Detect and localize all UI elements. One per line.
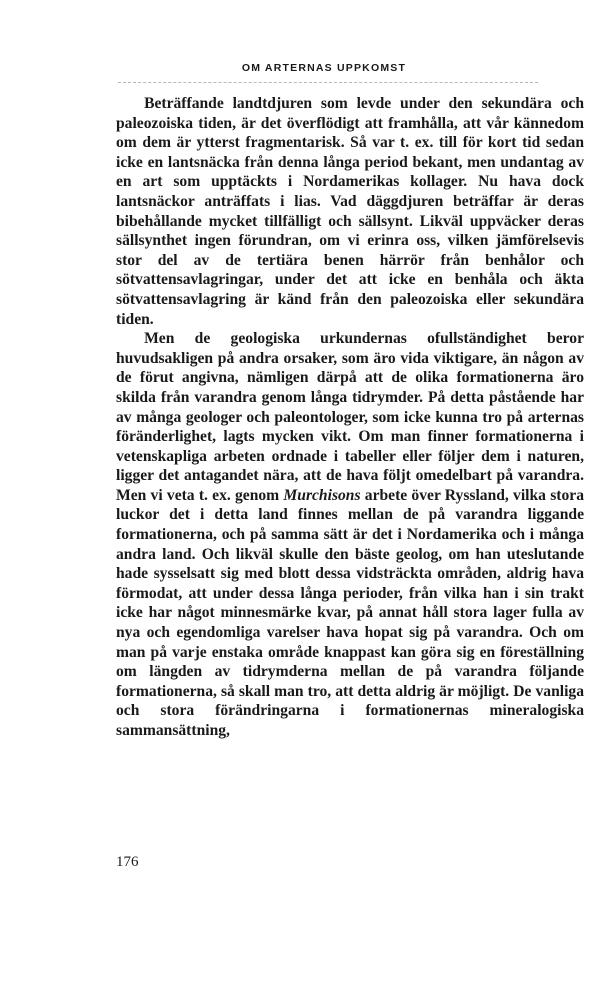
paragraph-1 — [116, 94, 584, 329]
paragraph-2 — [116, 329, 584, 740]
author-name-emphasis: Murchisons — [283, 486, 361, 504]
paragraph-1-text: Beträffande landtdjuren som levde under den sekundära och paleozoiska tiden, är det överflödigt att framhålla, att vår kännedom om dem är ytterst fragmentarisk. Så var t. ex. till för kort tid sedan icke en lantsnäcka från denna långa period bekant, men undantag av en art som upptäckts i Nordamerikas kollager. Nu hava dock lantsnäckor anträffats i lias. Vad däggdjuren beträffar är deras bibehållande mycket tillfälligt och sällsynt. Likväl uppväcker deras sällsynthet ingen förundran, om vi erinra oss, vilken jämförelsevis stor del av de tertiära benen härrör från benhålor och sötvattensavlagringar, under det att icke en benhåla och äkta sötvattensavlagring är känd från den paleozoiska eller sekundära tiden. — [116, 95, 584, 328]
header-rule — [118, 82, 538, 83]
running-head: OM ARTERNAS UPPKOMST — [241, 62, 407, 74]
body-text — [116, 94, 584, 741]
paragraph-2-text-end: arbete över Ryssland, vilka stora luckor det i detta land finnes mellan de på varandra liggande formationerna, och på samma sätt är det i Nordamerika och i många andra land. Och likväl skulle den bäste geolog, om han uteslutande hade sysselsatt sig med blott dessa vidsträckta områden, aldrig hava förmodat, att under dessa långa perioder, från vilka han i sin trakt icke har något minnesmärke kvar, på annat håll stora lager fulla av nya och egendomliga varelser hava hopat sig på varandra. Och om man på varje enstaka område knappast kan göra sig en föreställning om längden av tidrymderna mellan de på varandra följande formationerna, så skall man tro, att detta aldrig är möjligt. De vanliga och stora förändringarna i formationernas mineralogiska sammansättning, — [116, 486, 584, 739]
paragraph-2-text-start: Men de geologiska urkundernas ofullständighet beror huvudsakligen på andra orsaker, som äro vida viktigare, än någon av de förut angivna, nämligen därpå att de olika formationerna äro skilda från varandra genom långa tidrymder. På detta påstående har av många geologer och paleontologer, som icke kunna tro på arternas föränderlighet, lagts mycken vikt. Om man finner formationerna i vetenskapliga arbeten ordnade i tabeller eller följer dem i naturen, ligger det antagandet nära, att de hava följt omedelbart på varandra. Men vi veta t. ex. genom — [116, 330, 584, 504]
page-number: 176 — [116, 854, 139, 870]
